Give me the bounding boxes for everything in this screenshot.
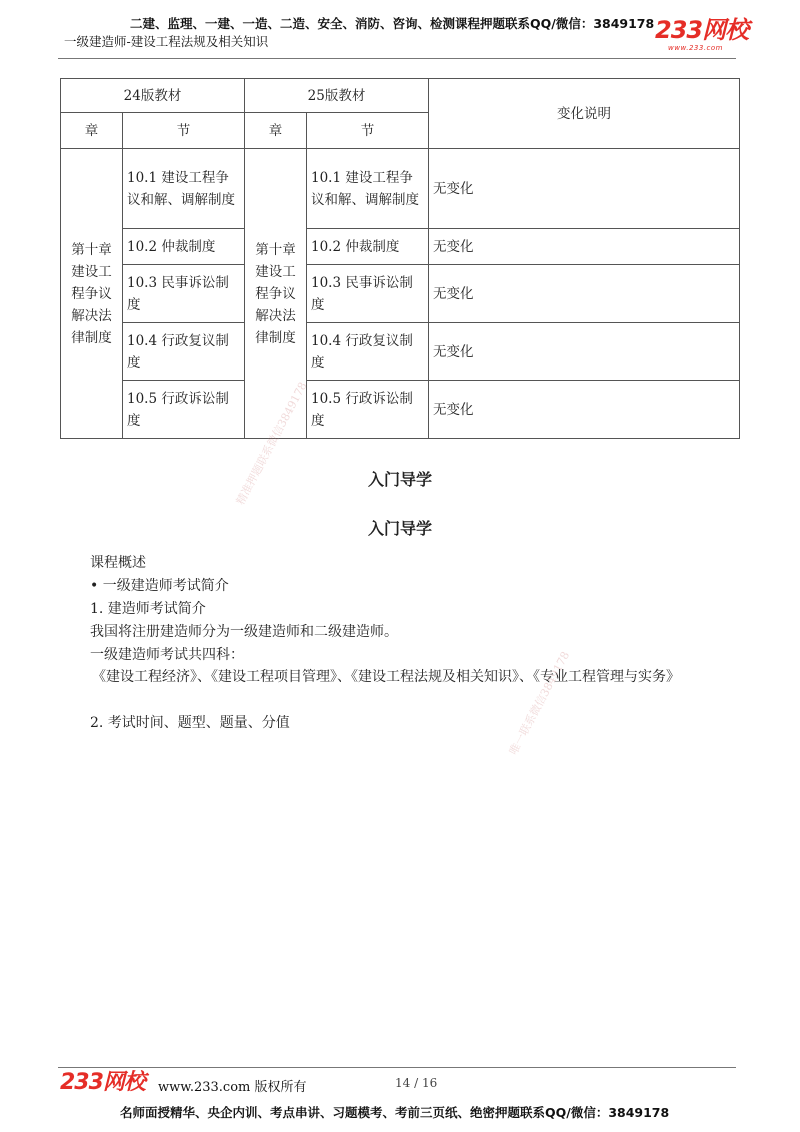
section-cell-24: 10.1 建设工程争议和解、调解制度 [123,149,245,229]
col-section-25: 节 [307,113,429,149]
numbered-item: 1. 建造师考试简介 [90,601,206,617]
section-cell-24: 10.4 行政复议制度 [123,323,245,381]
section-cell-24: 10.2 仲裁制度 [123,229,245,265]
section-heading: 入门导学 [367,470,432,489]
header-logo: 233网校 [655,16,749,44]
section-cell-25: 10.2 仲裁制度 [307,229,429,265]
numbered-item: 2. 考试时间、题型、题量、分值 [90,715,290,731]
change-cell: 无变化 [429,381,740,439]
change-cell: 无变化 [429,229,740,265]
paragraph: 《建设工程经济》、《建设工程项目管理》、《建设工程法规及相关知识》、《专业工程管理与实务》 [92,669,680,685]
paragraph: 一级建造师考试共四科： [90,647,244,663]
section-cell-25: 10.3 民事诉讼制度 [307,265,429,323]
change-cell: 无变化 [429,265,740,323]
paragraph: 我国将注册建造师分为一级建造师和二级建造师。 [90,624,398,640]
col-section-24: 节 [123,113,245,149]
watermark-text: 精准押题联系微信3849178 [233,379,310,508]
table-row [61,265,740,323]
change-cell: 无变化 [429,323,740,381]
overview-label: 课程概述 [90,555,146,571]
chapter-cell-25: 第十章建设工程争议解决法律制度 [245,149,307,439]
footer-logo: 233网校 [60,1070,145,1095]
table-row [61,323,740,381]
header-edition-24: 24版教材 [61,79,245,113]
watermark-text: 唯一联系微信3849178 [506,649,573,758]
section-cell-25: 10.5 行政诉讼制度 [307,381,429,439]
header-subject-line: 一级建造师-建设工程法规及相关知识 [64,34,269,49]
col-chapter-25: 章 [245,113,307,149]
section-cell-24: 10.3 民事诉讼制度 [123,265,245,323]
table-row [61,381,740,439]
footer-divider [58,1067,736,1068]
section-cell-24: 10.5 行政诉讼制度 [123,381,245,439]
table-row [61,149,740,229]
footer-copyright: www.233.com 版权所有 [158,1080,307,1095]
header-contact-line: 二建、监理、一建、一造、二造、安全、消防、咨询、检测课程押题联系QQ/微信：3849178 [130,16,655,31]
change-cell: 无变化 [429,149,740,229]
header-change-description: 变化说明 [429,79,740,149]
footer-promo-line: 名师面授精华、央企内训、考点串讲、习题模考、考前三页纸、绝密押题联系QQ/微信：3849178 [120,1105,670,1120]
section-heading: 入门导学 [367,519,432,538]
table-row [61,229,740,265]
header-divider [58,58,736,59]
section-cell-25: 10.1 建设工程争议和解、调解制度 [307,149,429,229]
page-number: 14 / 16 [395,1076,438,1090]
section-cell-25: 10.4 行政复议制度 [307,323,429,381]
col-chapter-24: 章 [61,113,123,149]
chapter-cell-24: 第十章建设工程争议解决法律制度 [61,149,123,439]
header-edition-25: 25版教材 [245,79,429,113]
header-logo-url: www.233.com [668,44,723,52]
edition-comparison-table [60,78,740,439]
bullet-item: • 一级建造师考试简介 [90,578,229,594]
